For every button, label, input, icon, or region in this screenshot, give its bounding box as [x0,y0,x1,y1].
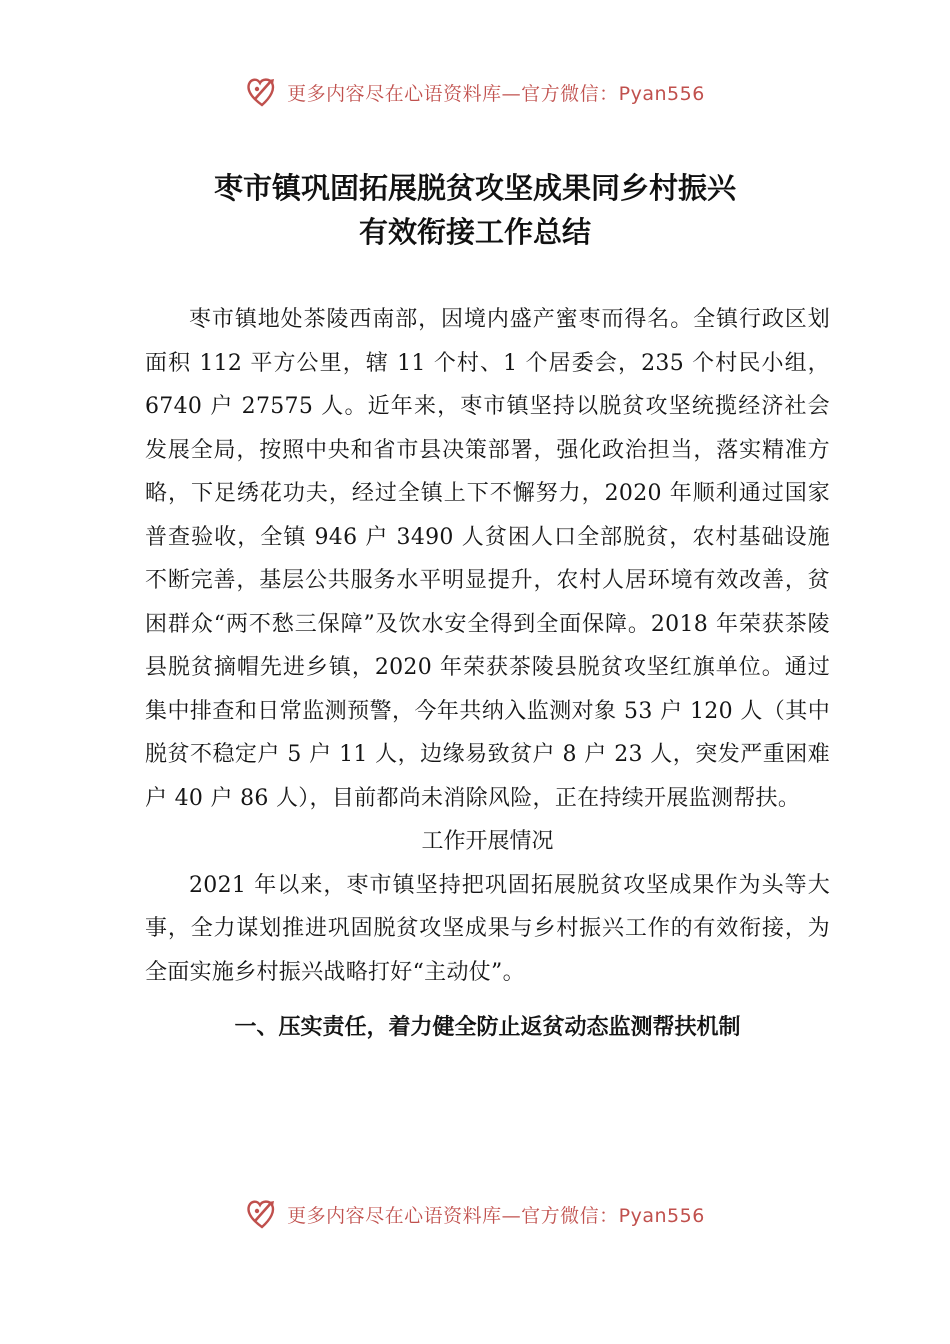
intro-paragraph: 枣市镇地处茶陵西南部，因境内盛产蜜枣而得名。全镇行政区划面积 112 平方公里，辖 11 个村、1 个居委会，235 个村民小组，6740 户 27575 人。近年来，枣市镇坚持以脱贫攻坚统揽经济社会发展全局，按照中央和省市县决策部署，强化政治担当，落实精准方略，下足绣花功夫，经过全镇上下不懈努力，2020 年顺利通过国家普查验收，全镇 946 户 3490 人贫困人口全部脱贫，农村基础设施不断完善，基层公共服务水平明显提升，农村人居环境有效改善，贫困群众“两不愁三保障”及饮水安全得到全面保障。2018 年荣获茶陵县脱贫摘帽先进乡镇，2020 年荣获茶陵县脱贫攻坚红旗单位。通过集中排查和日常监测预警，今年共纳入监测对象 53 户 120 人（其中脱贫不稳定户 5 户 11 人，边缘易致贫户 8 户 23 人，突发严重困难户 40 户 86 人），目前都尚未消除风险，正在持续开展监测帮扶。 [145,307,830,811]
heart-pen-logo-icon [245,75,279,109]
watermark-header [0,72,950,112]
document-title [0,166,950,254]
title-line-2: 有效衔接工作总结 [358,215,591,249]
watermark-wechat-id: Pyan556 [618,82,705,105]
watermark-wechat-id: Pyan556 [618,1204,705,1227]
watermark-text: 更多内容尽在心语资料库—官方微信：Pyan556 [287,82,705,105]
section-heading-1: 一、压实责任，着力健全防止返贫动态监测帮扶机制 [234,1015,741,1040]
title-line-1: 枣市镇巩固拓展脱贫攻坚成果同乡村振兴 [213,171,736,205]
watermark-footer [0,1194,950,1234]
subheading-work-progress: 工作开展情况 [421,829,554,854]
document-body [145,298,830,1050]
heart-pen-logo-icon [245,1197,279,1231]
overview-paragraph: 2021 年以来，枣市镇坚持把巩固拓展脱贫攻坚成果作为头等大事，全力谋划推进巩固脱贫攻坚成果与乡村振兴工作的有效衔接，为全面实施乡村振兴战略打好“主动仗”。 [145,872,830,985]
watermark-text: 更多内容尽在心语资料库—官方微信：Pyan556 [287,1204,705,1227]
